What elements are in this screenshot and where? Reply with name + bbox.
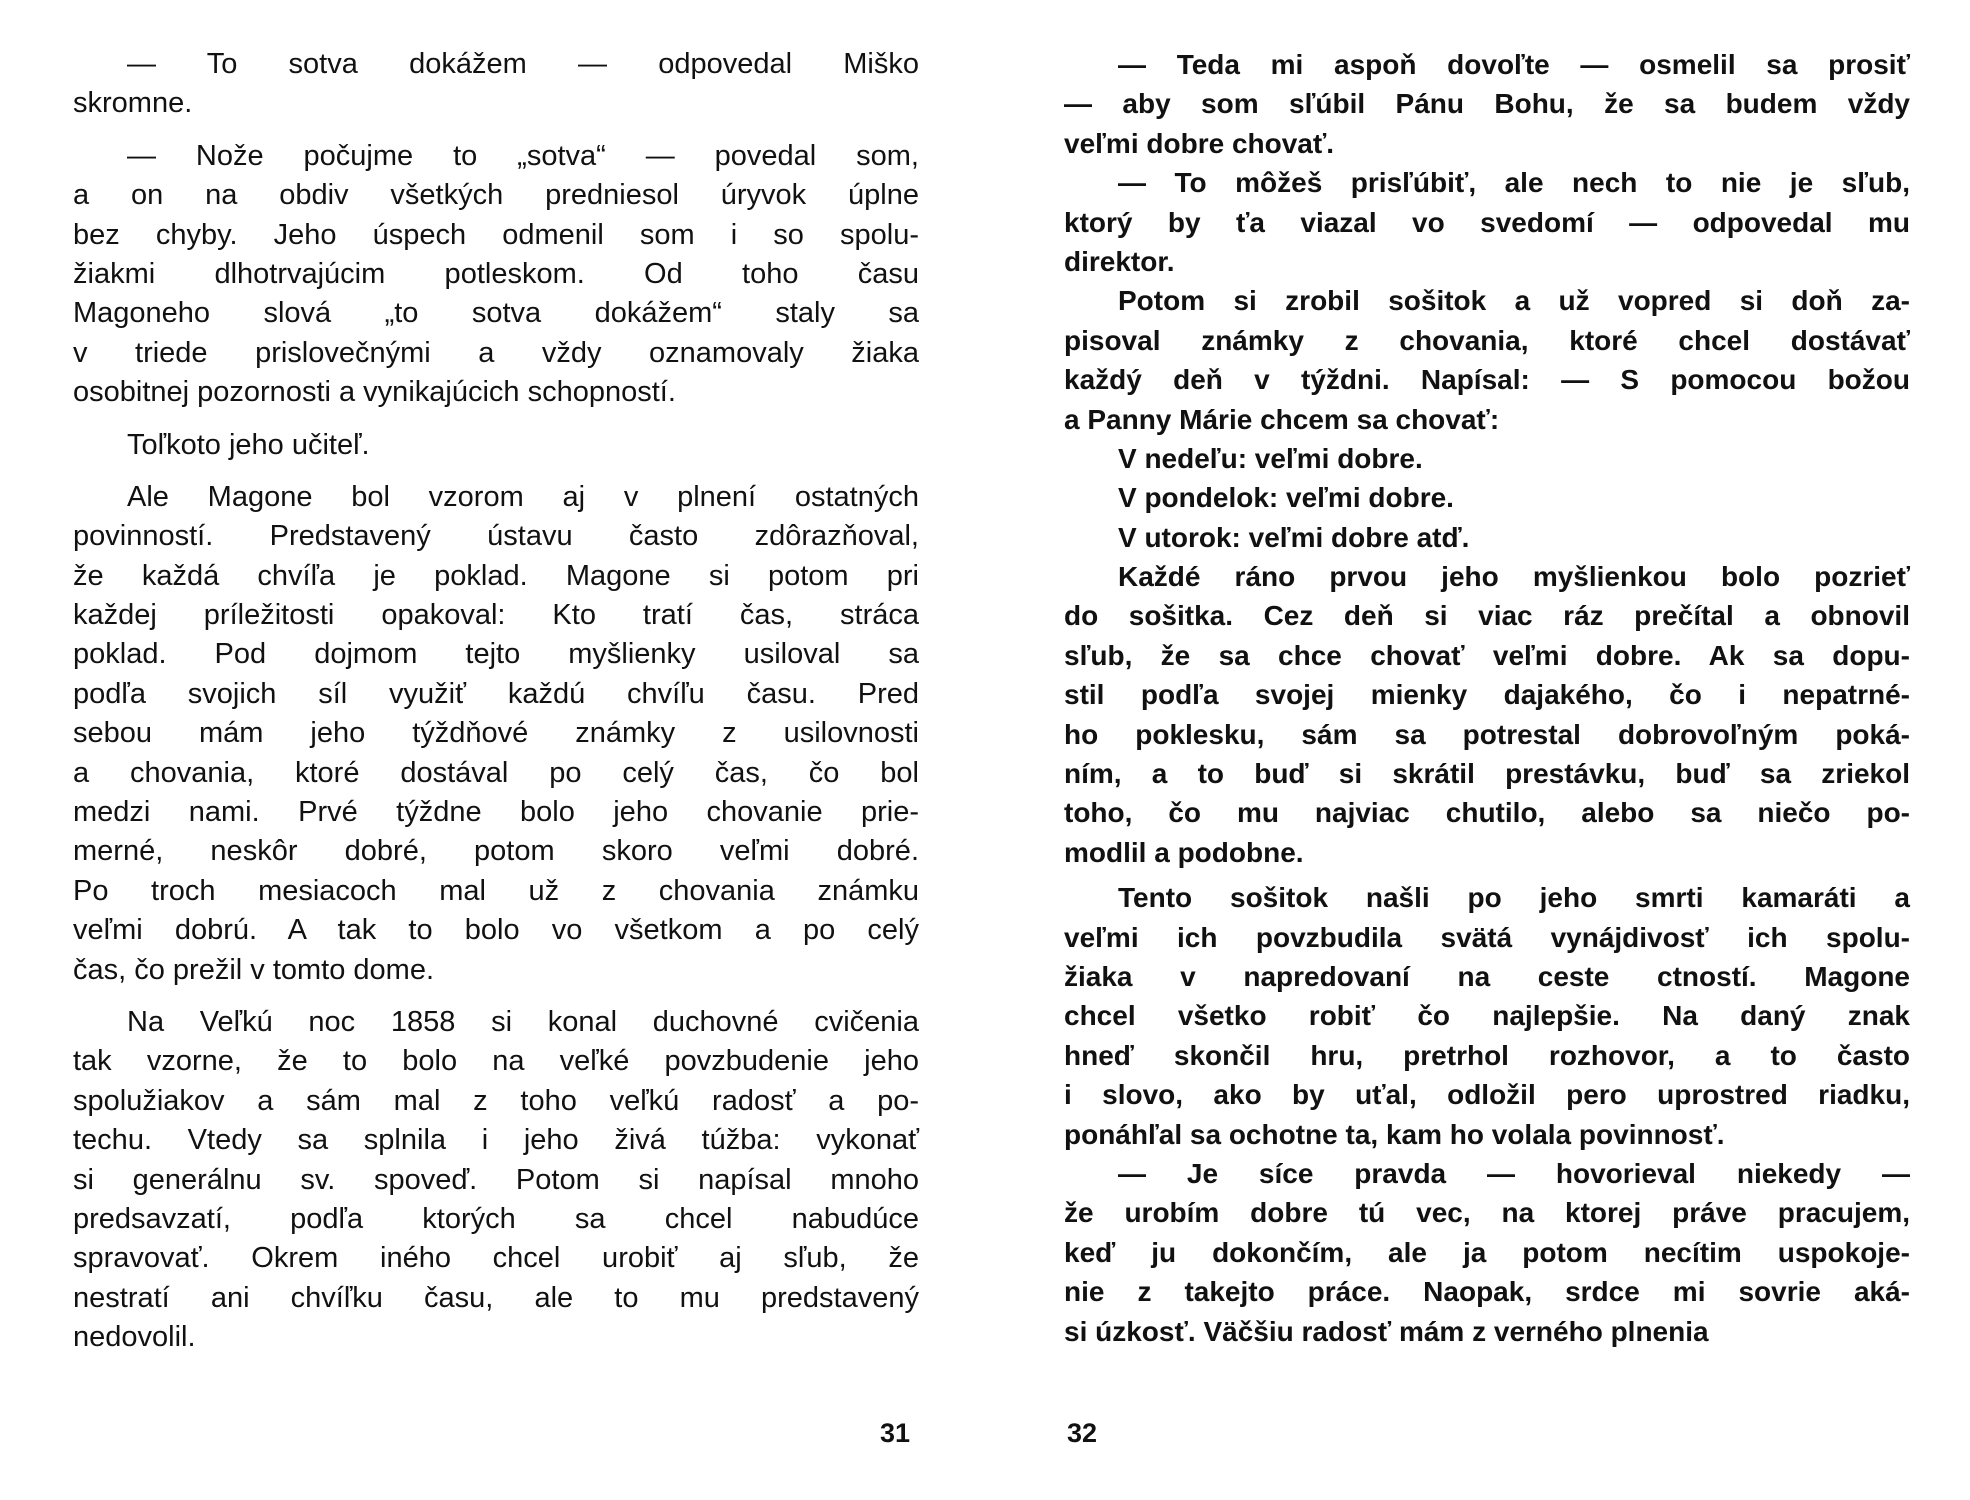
text-section: [73, 426, 919, 465]
text-section: [73, 45, 919, 124]
paragraph: [73, 137, 919, 413]
text-section: [73, 478, 919, 990]
left-page-text: [73, 45, 919, 1358]
paragraph: [1064, 163, 1910, 281]
text-line: V nedeľu: veľmi dobre.: [1118, 442, 1423, 474]
text-line: predsavzatí, podľa ktorých sa chcel nabudúce: [73, 1202, 919, 1235]
text-line: Potom si zrobil sošitok a už vopred si doň za-: [1118, 285, 1910, 317]
text-line: medzi nami. Prvé týždne bolo jeho chovanie prie-: [73, 796, 919, 829]
text-line: žiaka v napredovaní na ceste ctností. Magone: [1064, 960, 1910, 992]
paragraph: [73, 478, 919, 990]
text-line: veľmi dobre chovať.: [1064, 127, 1335, 159]
text-line: pisoval známky z chovania, ktoré chcel dostávať: [1064, 324, 1910, 356]
text-line: bez chyby. Jeho úspech odmenil som i so spolu-: [73, 218, 919, 251]
text-line: tak vzorne, že to bolo na veľké povzbudenie jeho: [73, 1045, 919, 1078]
text-line: V pondelok: veľmi dobre.: [1118, 482, 1454, 514]
text-line: a chovania, ktoré dostával po celý čas, čo bol: [73, 756, 919, 789]
text-section: [1064, 45, 1910, 872]
text-line: v triede prislovečnými a vždy oznamovaly žiaka: [73, 336, 919, 369]
text-line: ponáhľal sa ochotne ta, kam ho volala povinnosť.: [1064, 1118, 1725, 1150]
paragraph: [1064, 45, 1910, 163]
text-line: podľa svojich síl využiť každú chvíľu času. Pred: [73, 677, 919, 710]
paragraph: [1064, 439, 1910, 478]
text-line: — To môžeš prisľúbiť, ale nech to nie je sľub,: [1118, 167, 1910, 199]
text-line: a on na obdiv všetkých predniesol úryvok úplne: [73, 179, 919, 212]
text-line: — aby som sľúbil Pánu Bohu, že sa budem vždy: [1064, 88, 1910, 120]
text-line: do sošitka. Cez deň si viac ráz prečítal a obnovil: [1064, 600, 1910, 632]
text-line: techu. Vtedy sa splnila i jeho živá túžba: vykonať: [73, 1124, 919, 1157]
text-line: poklad. Pod dojmom tejto myšlienky usiloval sa: [73, 638, 919, 671]
text-line: sľub, že sa chce chovať veľmi dobre. Ak sa dopu-: [1064, 639, 1910, 671]
text-line: spravovať. Okrem iného chcel urobiť aj sľub, že: [73, 1242, 919, 1275]
text-line: Na Veľkú noc 1858 si konal duchovné cvičenia: [127, 1005, 919, 1038]
text-line: Toľkoto jeho učiteľ.: [127, 428, 370, 461]
text-line: merné, neskôr dobré, potom skoro veľmi dobré.: [73, 835, 919, 868]
text-line: že každá chvíľa je poklad. Magone si potom pri: [73, 559, 919, 592]
text-line: si úzkosť. Väčšiu radosť mám z verného plnenia: [1064, 1315, 1709, 1347]
paragraph: [1064, 878, 1910, 1154]
text-line: veľmi dobrú. A tak to bolo vo všetkom a po celý: [73, 914, 919, 947]
text-line: sebou mám jeho týždňové známky z usilovnosti: [73, 717, 919, 750]
text-line: že urobím dobre tú vec, na ktorej práve pracujem,: [1064, 1197, 1910, 1229]
text-line: — Teda mi aspoň dovoľte — osmelil sa prosiť: [1118, 49, 1910, 80]
text-section: [73, 1003, 919, 1358]
text-line: každej príležitosti opakoval: Kto tratí čas, stráca: [73, 599, 919, 632]
text-section: [1064, 878, 1910, 1351]
text-line: nestratí ani chvíľku času, ale to mu predstavený: [73, 1281, 919, 1314]
text-line: nie z takejto práce. Naopak, srdce mi sovrie aká-: [1064, 1276, 1910, 1308]
text-line: Ale Magone bol vzorom aj v plnení ostatných: [127, 480, 919, 513]
paragraph: [73, 45, 919, 124]
text-line: — Nože počujme to „sotva“ — povedal som,: [127, 139, 919, 172]
text-line: veľmi ich povzbudila svätá vynájdivosť ich spolu-: [1064, 921, 1910, 953]
text-line: hneď skončil hru, pretrhol rozhovor, a to často: [1064, 1039, 1910, 1071]
text-line: — Je síce pravda — hovorieval niekedy —: [1118, 1157, 1910, 1189]
text-line: Magoneho slová „to sotva dokážem“ staly sa: [73, 297, 919, 330]
text-line: — To sotva dokážem — odpovedal Miško: [127, 48, 919, 80]
text-line: spolužiakov a sám mal z toho veľkú radosť a po-: [73, 1084, 919, 1117]
text-line: toho, čo mu najviac chutilo, alebo sa niečo po-: [1064, 797, 1910, 829]
text-section: [73, 137, 919, 413]
text-line: Po troch mesiacoch mal už z chovania známku: [73, 874, 919, 907]
paragraph: [1064, 557, 1910, 872]
text-line: Každé ráno prvou jeho myšlienkou bolo pozrieť: [1118, 561, 1910, 593]
paragraph: [73, 426, 919, 465]
text-line: modlil a podobne.: [1064, 836, 1304, 868]
paragraph: [1064, 281, 1910, 439]
text-line: direktor.: [1064, 245, 1175, 277]
text-line: žiakmi dlhotrvajúcim potleskom. Od toho času: [73, 257, 919, 290]
text-line: si generálnu sv. spoveď. Potom si napísal mnoho: [73, 1163, 919, 1196]
text-line: ktorý by ťa viazal vo svedomí — odpovedal mu: [1064, 206, 1910, 238]
page-number-right: 32: [1067, 1418, 1098, 1448]
paragraph: [1064, 518, 1910, 557]
text-line: stil podľa svojej mienky dajakého, čo i nepatrné-: [1064, 679, 1910, 711]
text-line: chcel všetko robiť čo najlepšie. Na daný znak: [1064, 1000, 1910, 1032]
text-line: skromne.: [73, 87, 193, 120]
text-line: osobitnej pozornosti a vynikajúcich schopností.: [73, 376, 676, 409]
text-line: V utorok: veľmi dobre atď.: [1118, 521, 1470, 553]
text-line: keď ju dokončím, ale ja potom necítim uspokoje-: [1064, 1236, 1910, 1268]
text-line: nedovolil.: [73, 1321, 196, 1354]
text-line: každý deň v týždni. Napísal: — S pomocou božou: [1064, 364, 1910, 396]
page-number-left: 31: [880, 1418, 911, 1448]
paragraph: [1064, 1154, 1910, 1351]
text-line: ním, a to buď si skrátil prestávku, buď sa zriekol: [1064, 758, 1910, 790]
text-line: povinností. Predstavený ústavu často zdôrazňoval,: [73, 520, 919, 553]
text-line: čas, čo prežil v tomto dome.: [73, 953, 435, 986]
paragraph: [73, 1003, 919, 1358]
right-page-text: [1064, 45, 1910, 1351]
paragraph: [1064, 478, 1910, 517]
text-line: i slovo, ako by uťal, odložil pero uprostred riadku,: [1064, 1079, 1910, 1111]
text-line: Tento sošitok našli po jeho smrti kamaráti a: [1118, 882, 1910, 914]
text-line: a Panny Márie chcem sa chovať:: [1064, 403, 1500, 435]
text-line: ho poklesku, sám sa potrestal dobrovoľným poká-: [1064, 718, 1910, 750]
